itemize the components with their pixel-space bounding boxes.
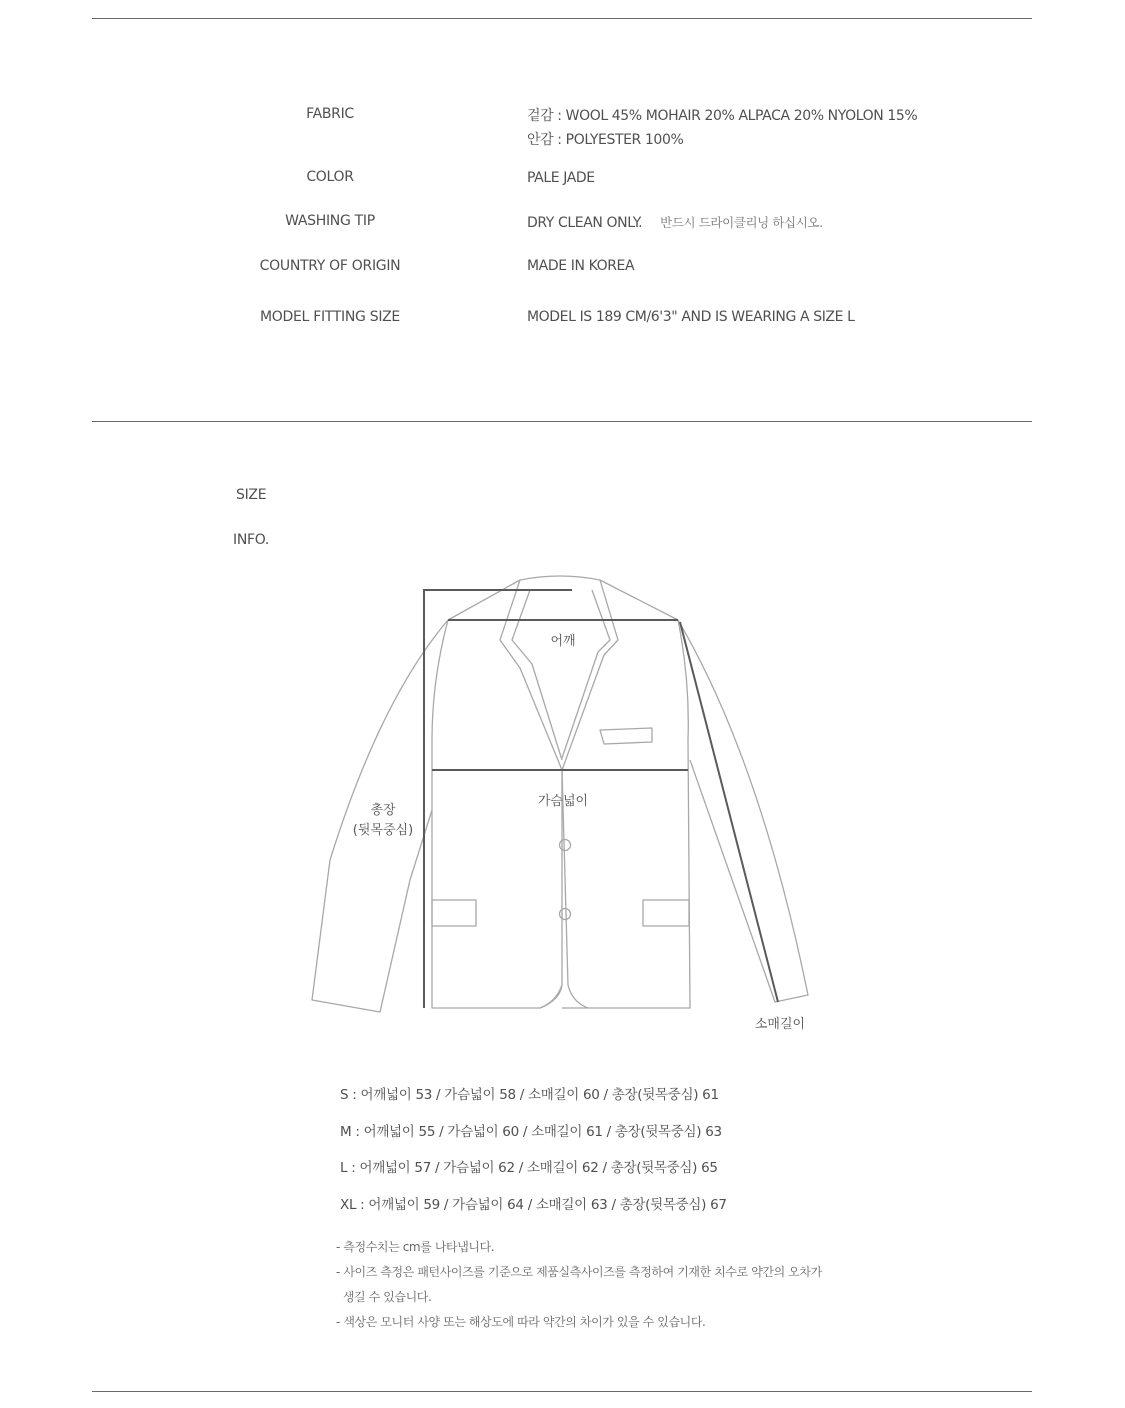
model-fitting-label: MODEL FITTING SIZE (260, 309, 400, 325)
size-row-s: S : 어깨넓이 53 / 가슴넓이 58 / 소매길이 60 / 총장(뒷목중심) 61 (340, 1087, 719, 1103)
fabric-outer-value: 겉감 : WOOL 45% MOHAIR 20% ALPACA 20% NYOLON 15% (527, 108, 918, 124)
note-4: - 색상은 모니터 사양 또는 해상도에 따라 약간의 차이가 있을 수 있습니다. (336, 1315, 706, 1329)
washing-tip-en: DRY CLEAN ONLY. (527, 215, 643, 231)
length-label-2: (뒷목중심) (352, 823, 414, 838)
note-3: 생길 수 있습니다. (336, 1290, 432, 1304)
note-1: - 측정수치는 cm를 나타냅니다. (336, 1240, 495, 1254)
washing-tip-value (527, 213, 823, 231)
fabric-label: FABRIC (306, 106, 354, 122)
model-fitting-value: MODEL IS 189 CM/6'3" AND IS WEARING A SIZE L (527, 309, 855, 325)
middle-divider (92, 421, 1032, 422)
origin-label: COUNTRY OF ORIGIN (259, 258, 401, 274)
origin-value: MADE IN KOREA (527, 258, 635, 274)
sleeve-measure-line (680, 622, 778, 1002)
color-value: PALE JADE (527, 170, 595, 186)
length-label-1: 총장 (370, 803, 396, 818)
size-info-title-1: SIZE (236, 487, 267, 503)
washing-tip-label: WASHING TIP (285, 213, 375, 229)
note-2: - 사이즈 측정은 패턴사이즈를 기준으로 제품실측사이즈를 측정하여 기재한 치수로 약간의 오차가 (336, 1265, 822, 1279)
size-row-xl: XL : 어깨넓이 59 / 가슴넓이 64 / 소매길이 63 / 총장(뒷목중심) 67 (340, 1197, 727, 1213)
shoulder-label: 어깨 (550, 634, 576, 649)
color-label: COLOR (306, 169, 354, 185)
fabric-lining-value: 안감 : POLYESTER 100% (527, 132, 684, 148)
washing-tip-ko: 반드시 드라이클리닝 하십시오. (660, 215, 823, 230)
chest-label: 가슴넓이 (537, 794, 589, 809)
size-row-l: L : 어깨넓이 57 / 가슴넓이 62 / 소매길이 62 / 총장(뒷목중심) 65 (340, 1160, 718, 1176)
top-divider (92, 18, 1032, 19)
sleeve-label: 소매길이 (754, 1017, 806, 1030)
jacket-measurement-diagram (300, 570, 830, 1030)
bottom-divider (92, 1391, 1032, 1392)
size-info-title-2: INFO. (233, 532, 270, 548)
size-row-m: M : 어깨넓이 55 / 가슴넓이 60 / 소매길이 61 / 총장(뒷목중심) 63 (340, 1124, 722, 1140)
